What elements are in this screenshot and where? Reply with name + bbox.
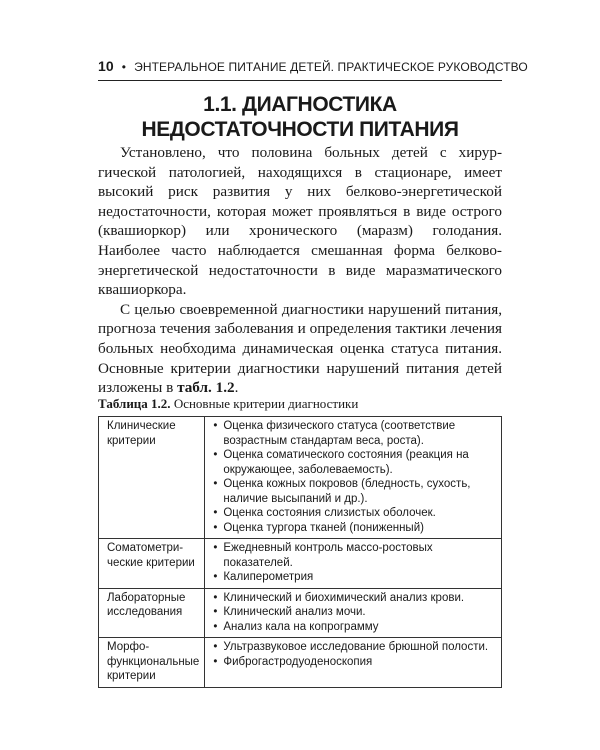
criteria-list-item: • Ультразвуковое исследование брюшной полости. — [213, 640, 496, 655]
criteria-list-item: • Фиброгастродуоденоскопия — [213, 655, 496, 670]
page-number: 10 — [98, 58, 114, 74]
criteria-category: Соматометрические критерии — [99, 539, 205, 589]
criteria-list-item: • Ежедневный контроль массо-ростовых показателей. — [213, 541, 496, 570]
table-row — [99, 588, 502, 638]
section-title-line-2: НЕДОСТАТОЧНОСТИ ПИТАНИЯ — [141, 118, 459, 141]
criteria-list — [213, 591, 496, 635]
criteria-category: Лабораторные исследования — [99, 588, 205, 638]
criteria-table — [98, 416, 502, 688]
criteria-items — [205, 638, 502, 688]
criteria-list-item: • Оценка состояния слизистых оболочек. — [213, 506, 496, 521]
paragraph-2-end: . — [234, 379, 239, 397]
criteria-list — [213, 640, 496, 669]
criteria-list-item: • Оценка кожных покровов (бледность, сухость, наличие высыпаний и др.). — [213, 477, 496, 506]
paragraph-2 — [98, 300, 502, 398]
paragraph-2-text: С целью своевременной диагностики нарушений питания, прогноза течения заболевания и определения тактики лечения больных необходима динамическая оценка статуса питания. Основные критерии диагностики нарушений питания детей изложены в — [98, 300, 502, 397]
criteria-list-item: • Оценка физического статуса (соответствие возрастным стандартам веса, роста). — [213, 419, 496, 448]
header-separator: • — [121, 60, 127, 74]
criteria-list-item: • Клинический анализ мочи. — [213, 605, 496, 620]
table-row — [99, 638, 502, 688]
running-header — [98, 58, 528, 81]
table-reference: табл. 1.2 — [177, 379, 235, 397]
running-title: ЭНТЕРАЛЬНОЕ ПИТАНИЕ ДЕТЕЙ. ПРАКТИЧЕСКОЕ РУКОВОДСТВО — [134, 60, 528, 74]
criteria-list-item: • Оценка тургора тканей (пониженный) — [213, 521, 496, 536]
criteria-list — [213, 541, 496, 585]
criteria-list-item: • Анализ кала на копрограмму — [213, 620, 496, 635]
table-caption-label: Таблица 1.2. — [98, 396, 171, 411]
criteria-items — [205, 417, 502, 539]
section-title — [98, 92, 502, 142]
criteria-items — [205, 539, 502, 589]
criteria-category: Клинические критерии — [99, 417, 205, 539]
criteria-items — [205, 588, 502, 638]
table-caption — [98, 396, 502, 412]
criteria-list-item: • Клинический и биохимический анализ крови. — [213, 591, 496, 606]
criteria-category: Морфофункциональные критерии — [99, 638, 205, 688]
table-caption-text: Основные критерии диагностики — [170, 396, 359, 411]
body-text — [98, 143, 502, 398]
table-row — [99, 539, 502, 589]
paragraph-1: Установлено, что половина больных детей с хирургической патологией, находящихся в стационаре, имеет высокий риск развития у них белково-энергетической недостаточности, которая может проявляться в виде острого (квашиоркор) или хронического (маразм) голодания. Наиболее часто наблюдается смешанная форма белково-энергетической недостаточности в виде маразматического квашиоркора. — [98, 144, 502, 299]
table-row — [99, 417, 502, 539]
criteria-list — [213, 419, 496, 535]
section-title-line-1: 1.1. ДИАГНОСТИКА — [203, 93, 397, 116]
criteria-list-item: • Калиперометрия — [213, 570, 496, 585]
criteria-list-item: • Оценка соматического состояния (реакция на окружающее, заболеваемость). — [213, 448, 496, 477]
